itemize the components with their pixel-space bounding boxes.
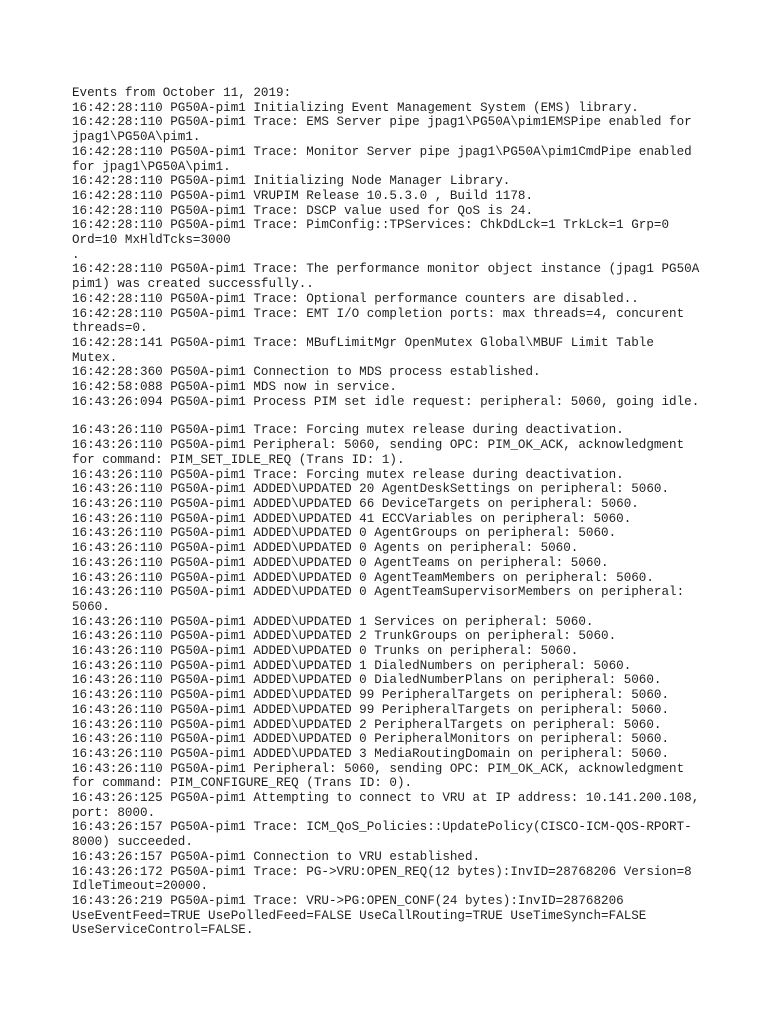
log-line: 16:42:28:110 PG50A-pim1 Trace: PimConfig::TPServices: ChkDdLck=1 TrkLck=1 Grp=0: [72, 218, 670, 233]
log-line: 16:43:26:172 PG50A-pim1 Trace: PG->VRU:OPEN_REQ(12 bytes):InvID=28768206 Version=8: [72, 864, 692, 879]
log-line: jpag1\PG50A\pim1.: [72, 130, 201, 145]
log-line: .: [72, 247, 80, 262]
log-line: UseEventFeed=TRUE UsePolledFeed=FALSE UseCallRouting=TRUE UseTimeSynch=FALSE: [72, 908, 647, 923]
log-line: UseServiceControl=FALSE.: [72, 923, 254, 938]
log-line: 16:43:26:110 PG50A-pim1 Peripheral: 5060, sending OPC: PIM_OK_ACK, acknowledgment: [72, 438, 685, 453]
log-line: 16:42:28:110 PG50A-pim1 Initializing Event Management System (EMS) library.: [72, 100, 639, 115]
log-line: IdleTimeout=20000.: [72, 879, 209, 894]
log-line: 16:42:28:110 PG50A-pim1 Trace: EMS Server pipe jpag1\PG50A\pim1EMSPipe enabled for: [72, 115, 692, 130]
log-line: 16:43:26:110 PG50A-pim1 ADDED\UPDATED 0 AgentGroups on peripheral: 5060.: [72, 526, 617, 541]
log-line: for jpag1\PG50A\pim1.: [72, 159, 231, 174]
log-line: 16:43:26:110 PG50A-pim1 ADDED\UPDATED 41 ECCVariables on peripheral: 5060.: [72, 511, 632, 526]
log-line: 16:43:26:110 PG50A-pim1 ADDED\UPDATED 0 DialedNumberPlans on peripheral: 5060.: [72, 673, 662, 688]
log-line: for command: PIM_SET_IDLE_REQ (Trans ID: 1).: [72, 452, 405, 467]
log-line: 16:43:26:110 PG50A-pim1 ADDED\UPDATED 1 Services on peripheral: 5060.: [72, 614, 594, 629]
log-line: 5060.: [72, 599, 110, 614]
log-line: 16:43:26:219 PG50A-pim1 Trace: VRU->PG:OPEN_CONF(24 bytes):InvID=28768206: [72, 893, 624, 908]
log-line: Ord=10 MxHldTcks=3000: [72, 233, 231, 248]
log-line: 16:43:26:094 PG50A-pim1 Process PIM set idle request: peripheral: 5060, going idle.: [72, 394, 700, 409]
log-line: Events from October 11, 2019:: [72, 86, 292, 100]
log-line: 16:43:26:110 PG50A-pim1 ADDED\UPDATED 1 DialedNumbers on peripheral: 5060.: [72, 658, 632, 673]
log-line: 16:42:28:110 PG50A-pim1 Trace: Monitor Server pipe jpag1\PG50A\pim1CmdPipe enabled: [72, 144, 692, 159]
log-line: for command: PIM_CONFIGURE_REQ (Trans ID: 0).: [72, 776, 413, 791]
log-document: [72, 86, 712, 938]
log-line: 16:43:26:110 PG50A-pim1 ADDED\UPDATED 99 PeripheralTargets on peripheral: 5060.: [72, 688, 670, 703]
log-line: 16:42:28:141 PG50A-pim1 Trace: MBufLimitMgr OpenMutex Global\MBUF Limit Table: [72, 335, 654, 350]
log-line: 16:43:26:110 PG50A-pim1 Trace: Forcing mutex release during deactivation.: [72, 423, 624, 438]
log-line: 16:42:28:110 PG50A-pim1 VRUPIM Release 10.5.3.0 , Build 1178.: [72, 188, 534, 203]
log-line: 16:42:28:110 PG50A-pim1 Trace: The performance monitor object instance (jpag1 PG50A: [72, 262, 700, 277]
log-line: Mutex.: [72, 350, 118, 365]
log-line: 16:42:28:110 PG50A-pim1 Trace: Optional performance counters are disabled..: [72, 291, 639, 306]
blank-line: [72, 409, 712, 423]
log-line: 16:43:26:110 PG50A-pim1 ADDED\UPDATED 20 AgentDeskSettings on peripheral: 5060.: [72, 482, 670, 497]
log-line: 16:43:26:110 PG50A-pim1 Trace: Forcing mutex release during deactivation.: [72, 467, 624, 482]
log-line: 16:42:28:110 PG50A-pim1 Trace: EMT I/O completion ports: max threads=4, concurent: [72, 306, 685, 321]
log-line: pim1) was created successfully..: [72, 277, 314, 292]
log-line: 16:43:26:110 PG50A-pim1 ADDED\UPDATED 0 AgentTeams on peripheral: 5060.: [72, 555, 609, 570]
log-line: 16:42:28:110 PG50A-pim1 Initializing Node Manager Library.: [72, 174, 511, 189]
log-line: 16:42:58:088 PG50A-pim1 MDS now in service.: [72, 380, 397, 395]
log-line: 8000) succeeded.: [72, 835, 193, 850]
log-line: 16:43:26:110 PG50A-pim1 ADDED\UPDATED 0 AgentTeamSupervisorMembers on peripheral:: [72, 585, 685, 600]
log-line: 16:43:26:110 PG50A-pim1 ADDED\UPDATED 0 AgentTeamMembers on peripheral: 5060.: [72, 570, 654, 585]
log-line: 16:43:26:110 PG50A-pim1 ADDED\UPDATED 66 DeviceTargets on peripheral: 5060.: [72, 496, 639, 511]
log-line: 16:43:26:110 PG50A-pim1 ADDED\UPDATED 99 PeripheralTargets on peripheral: 5060.: [72, 702, 670, 717]
log-line: 16:43:26:110 PG50A-pim1 Peripheral: 5060, sending OPC: PIM_OK_ACK, acknowledgment: [72, 761, 685, 776]
log-line: 16:43:26:110 PG50A-pim1 ADDED\UPDATED 0 Agents on peripheral: 5060.: [72, 541, 579, 556]
log-line: 16:43:26:110 PG50A-pim1 ADDED\UPDATED 0 Trunks on peripheral: 5060.: [72, 644, 579, 659]
log-line: threads=0.: [72, 321, 148, 336]
log-line: port: 8000.: [72, 805, 156, 820]
log-line: 16:42:28:110 PG50A-pim1 Trace: DSCP value used for QoS is 24.: [72, 203, 534, 218]
log-line: 16:43:26:157 PG50A-pim1 Connection to VRU established.: [72, 849, 481, 864]
log-line: 16:43:26:110 PG50A-pim1 ADDED\UPDATED 0 PeripheralMonitors on peripheral: 5060.: [72, 732, 670, 747]
log-line: 16:42:28:360 PG50A-pim1 Connection to MDS process established.: [72, 365, 541, 380]
log-line: 16:43:26:110 PG50A-pim1 ADDED\UPDATED 3 MediaRoutingDomain on peripheral: 5060.: [72, 746, 670, 761]
log-line: 16:43:26:110 PG50A-pim1 ADDED\UPDATED 2 PeripheralTargets on peripheral: 5060.: [72, 717, 662, 732]
log-line: 16:43:26:125 PG50A-pim1 Attempting to connect to VRU at IP address: 10.141.200.108,: [72, 791, 700, 806]
log-line: 16:43:26:157 PG50A-pim1 Trace: ICM_QoS_Policies::UpdatePolicy(CISCO-ICM-QOS-RPORT-: [72, 820, 692, 835]
log-line: 16:43:26:110 PG50A-pim1 ADDED\UPDATED 2 TrunkGroups on peripheral: 5060.: [72, 629, 617, 644]
